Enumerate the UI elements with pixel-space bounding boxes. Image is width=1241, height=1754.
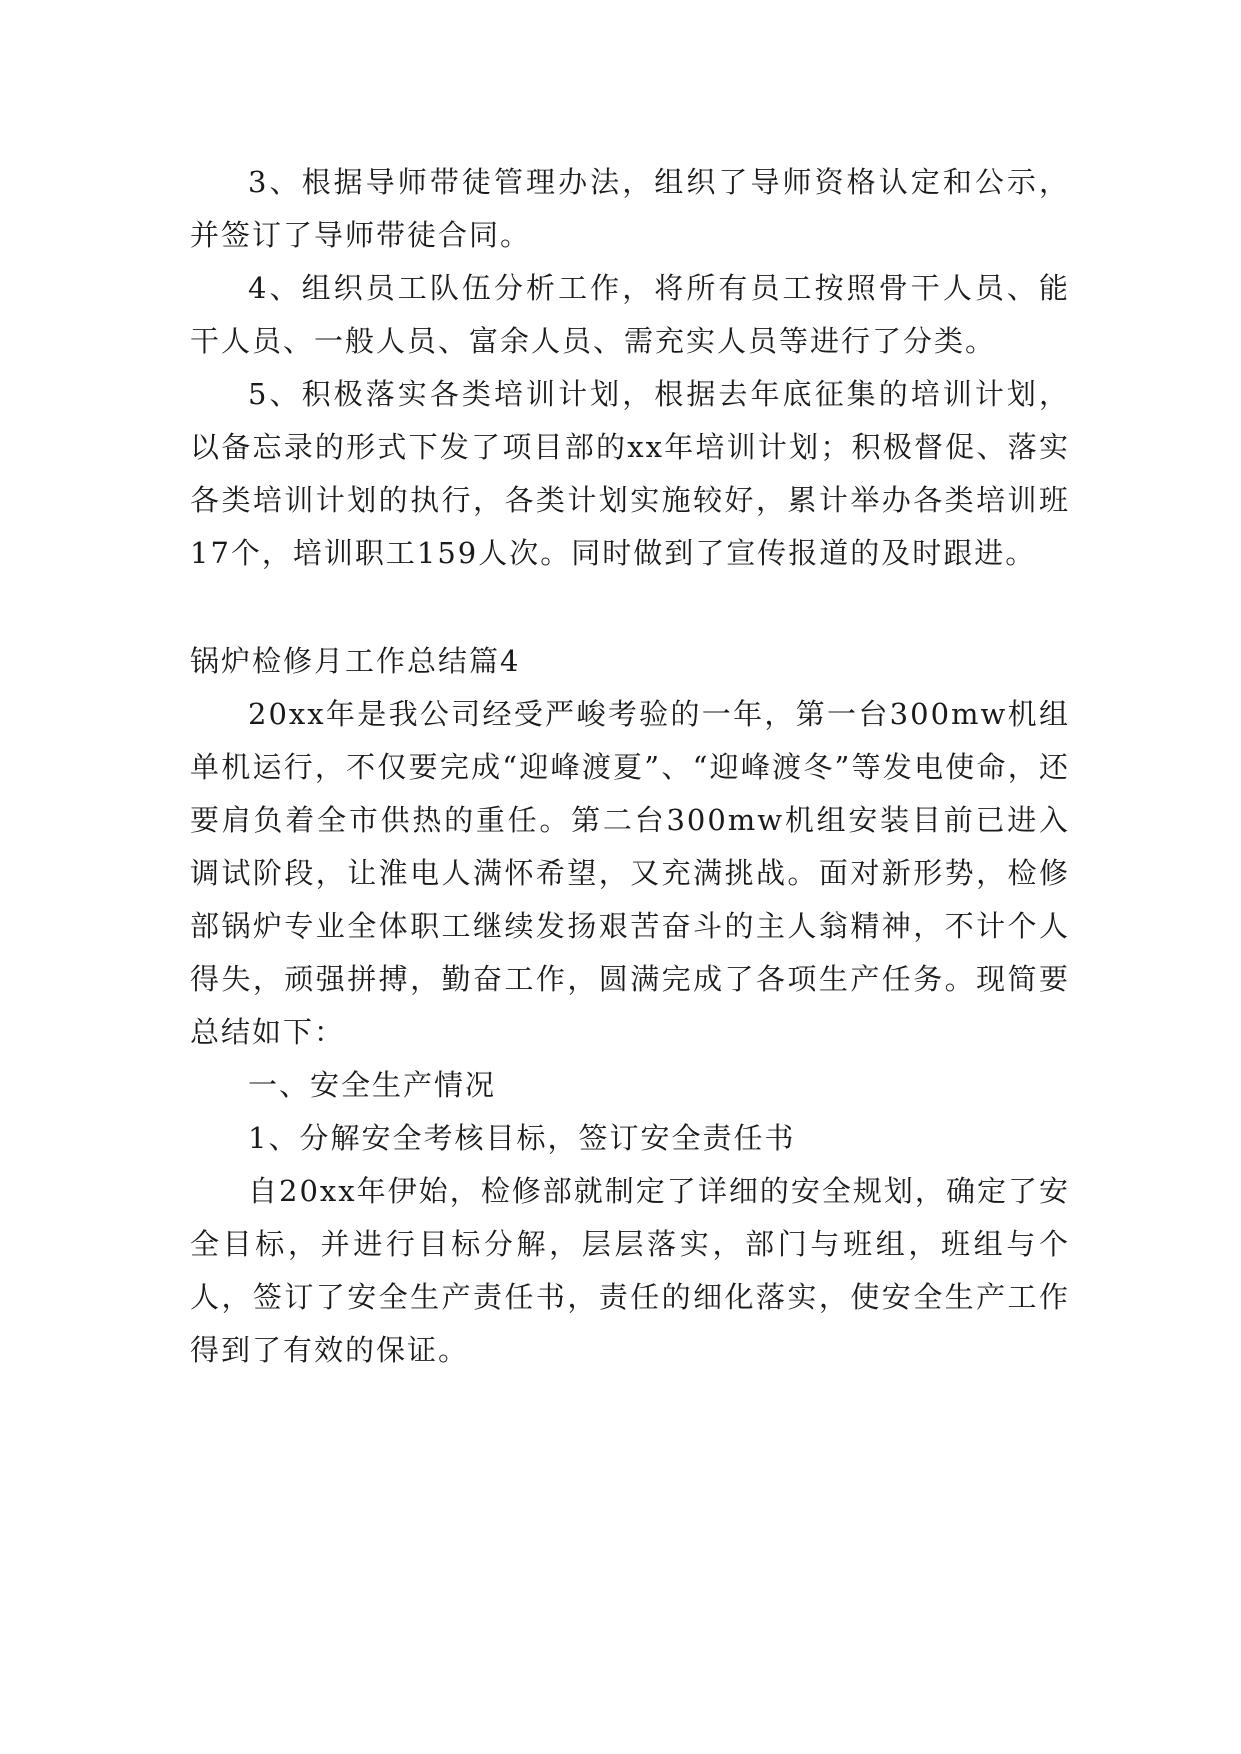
section-heading: 锅炉检修月工作总结篇4 xyxy=(190,644,521,678)
document-body xyxy=(190,156,1070,1377)
paragraph-item-3: 3、根据导师带徒管理办法，组织了导师资格认定和公示，并签订了导师带徒合同。 xyxy=(190,165,1070,252)
paragraph-item-4: 4、组织员工队伍分析工作，将所有员工按照骨干人员、能干人员、一般人员、富余人员、需充实人员等进行了分类。 xyxy=(190,271,1070,358)
subheading-safety: 一、安全生产情况 xyxy=(248,1068,497,1102)
section-spacer xyxy=(190,580,1070,635)
paragraph-item-5: 5、积极落实各类培训计划，根据去年底征集的培训计划，以备忘录的形式下发了项目部的xx年培训计划；积极督促、落实各类培训计划的执行，各类计划实施较好，累计举办各类培训班17个，培训职工159人次。同时做到了宣传报道的及时跟进。 xyxy=(190,377,1070,570)
intro-paragraph: 20xx年是我公司经受严峻考验的一年，第一台300mw机组单机运行，不仅要完成“迎峰渡夏”、“迎峰渡冬”等发电使命，还要肩负着全市供热的重任。第二台300mw机组安装目前已进入调试阶段，让淮电人满怀希望，又充满挑战。面对新形势，检修部锅炉专业全体职工继续发扬艰苦奋斗的主人翁精神，不计个人得失，顽强拼搏，勤奋工作，圆满完成了各项生产任务。现简要总结如下： xyxy=(190,697,1070,1049)
safety-paragraph: 自20xx年伊始，检修部就制定了详细的安全规划，确定了安全目标，并进行目标分解，层层落实，部门与班组，班组与个人，签订了安全生产责任书，责任的细化落实，使安全生产工作得到了有效的保证。 xyxy=(190,1174,1070,1367)
subheading-safety-goals: 1、分解安全考核目标，签订安全责任书 xyxy=(248,1121,796,1155)
